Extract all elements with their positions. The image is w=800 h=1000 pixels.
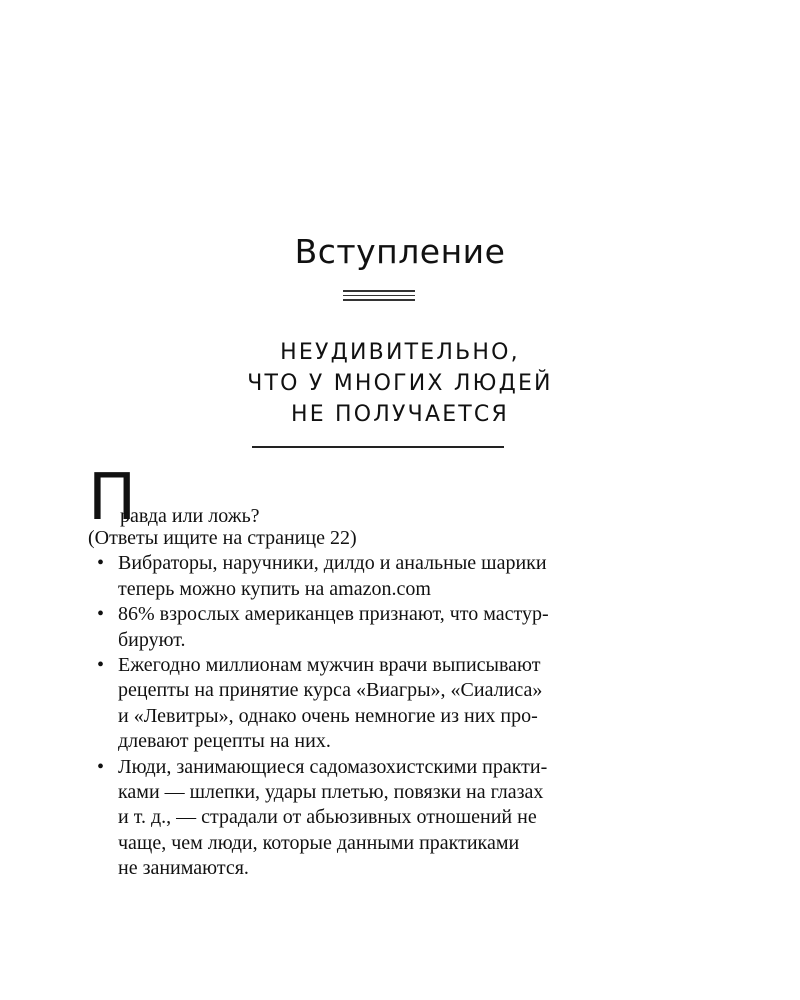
list-item-line: теперь можно купить на amazon.com xyxy=(118,577,431,600)
bullet-icon: • xyxy=(97,552,105,575)
list-item xyxy=(88,653,688,755)
subtitle-line: НЕУДИВИТЕЛЬНО, xyxy=(280,340,520,365)
subtitle-divider xyxy=(252,446,504,448)
list-item-line: Вибраторы, наручники, дилдо и анальные шарики xyxy=(118,552,547,575)
bullet-icon: • xyxy=(97,755,105,778)
list-item-line: чаще, чем люди, которые данными практиками xyxy=(118,831,520,854)
list-item xyxy=(88,602,688,653)
list-item-line: Люди, занимающиеся садомазохистскими практи- xyxy=(118,755,548,778)
answers-note: (Ответы ищите на странице 22) xyxy=(88,527,357,549)
lead-question: равда или ложь? xyxy=(120,505,260,527)
list-item-line: и «Левитры», однако очень немногие из них про- xyxy=(118,704,538,727)
list-item-line: длевают рецепты на них. xyxy=(118,730,331,753)
list-item-line: и т. д., — страдали от абьюзивных отношений не xyxy=(118,806,537,829)
statements-list xyxy=(88,551,688,881)
lead-line xyxy=(88,461,688,535)
list-item-line: не занимаются. xyxy=(118,857,249,880)
list-item xyxy=(88,755,688,882)
subtitle-line: НЕ ПОЛУЧАЕТСЯ xyxy=(291,402,509,427)
chapter-subtitle xyxy=(0,337,800,430)
list-item-line: бируют. xyxy=(118,628,186,651)
list-item xyxy=(88,551,688,602)
chapter-title: Вступление xyxy=(294,232,506,271)
list-item-line: рецепты на принятие курса «Виагры», «Сиалиса» xyxy=(118,679,543,702)
list-item-line: ками — шлепки, удары плетью, повязки на глазах xyxy=(118,781,544,804)
list-item-line: 86% взрослых американцев признают, что мастур- xyxy=(118,603,549,626)
subtitle-line: ЧТО У МНОГИХ ЛЮДЕЙ xyxy=(247,371,553,396)
bullet-icon: • xyxy=(97,603,105,626)
drop-cap: П xyxy=(88,461,137,535)
body-text xyxy=(88,461,688,882)
title-ornament xyxy=(343,290,415,302)
list-item-line: Ежегодно миллионам мужчин врачи выписывают xyxy=(118,654,541,677)
bullet-icon: • xyxy=(97,654,105,677)
